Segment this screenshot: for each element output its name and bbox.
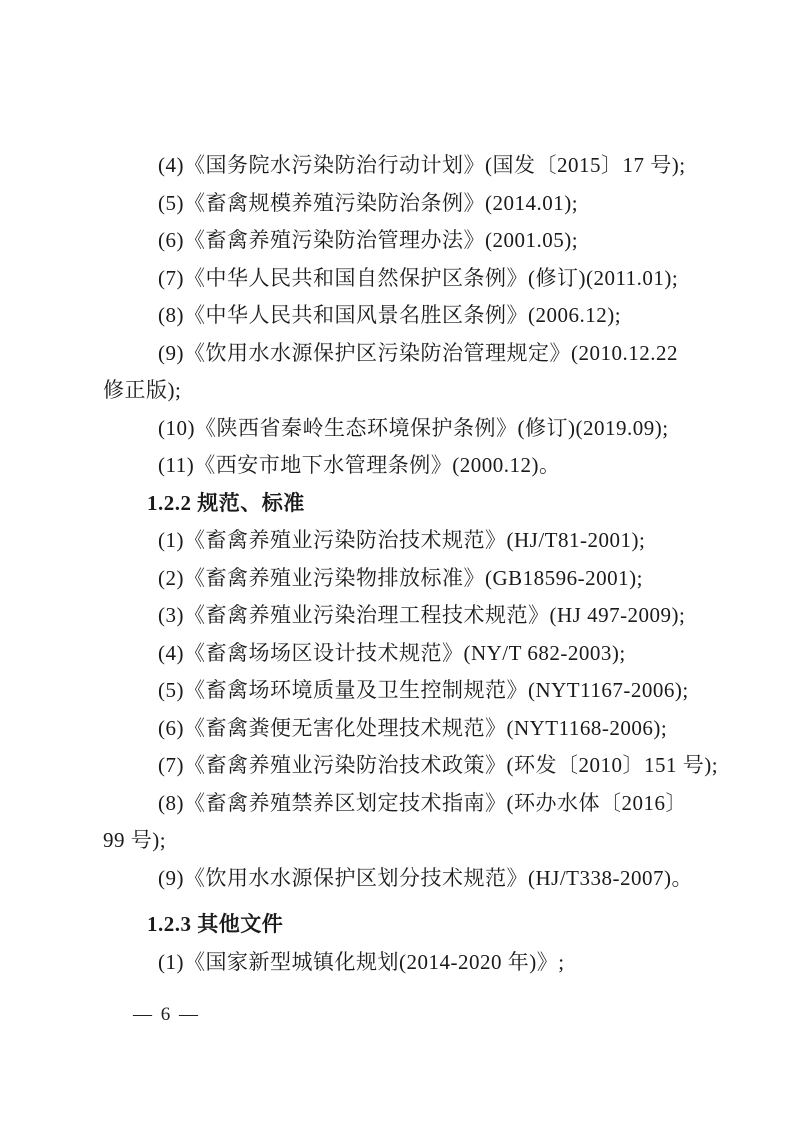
document-line: (8)《畜禽养殖禁养区划定技术指南》(环办水体〔2016〕 bbox=[158, 790, 687, 815]
document-line: (4)《国务院水污染防治行动计划》(国发〔2015〕17 号); bbox=[158, 153, 686, 177]
section-heading: 1.2.2 规范、标准 bbox=[147, 490, 305, 515]
document-line: (5)《畜禽规模养殖污染防治条例》(2014.01); bbox=[158, 190, 579, 215]
document-line: (1)《畜禽养殖业污染防治技术规范》(HJ/T81-2001); bbox=[158, 528, 646, 552]
document-line: (3)《畜禽养殖业污染治理工程技术规范》(HJ 497-2009); bbox=[158, 603, 686, 627]
document-line: (1)《国家新型城镇化规划(2014-2020 年)》; bbox=[158, 949, 565, 974]
document-line: (6)《畜禽粪便无害化处理技术规范》(NYT1168-2006); bbox=[158, 715, 668, 740]
document-line: (9)《饮用水水源保护区划分技术规范》(HJ/T338-2007)。 bbox=[158, 865, 693, 890]
document-line: (8)《中华人民共和国风景名胜区条例》(2006.12); bbox=[158, 303, 622, 327]
document-line: (5)《畜禽场环境质量及卫生控制规范》(NYT1167-2006); bbox=[158, 678, 689, 702]
document-body bbox=[103, 147, 719, 981]
document-line: (10)《陕西省秦岭生态环境保护条例》(修订)(2019.09); bbox=[158, 415, 669, 440]
document-line: (7)《中华人民共和国自然保护区条例》(修订)(2011.01); bbox=[158, 265, 679, 290]
document-line: (9)《饮用水水源保护区污染防治管理规定》(2010.12.22 bbox=[158, 340, 678, 365]
document-line: 99 号); bbox=[103, 828, 167, 852]
document-line: (6)《畜禽养殖污染防治管理办法》(2001.05); bbox=[158, 228, 579, 252]
section-heading: 1.2.3 其他文件 bbox=[147, 912, 284, 936]
document-line: (4)《畜禽场场区设计技术规范》(NY/T 682-2003); bbox=[158, 640, 626, 665]
document-line: (7)《畜禽养殖业污染防治技术政策》(环发〔2010〕151 号); bbox=[158, 753, 719, 777]
document-line: 修正版); bbox=[103, 378, 182, 402]
document-line: (11)《西安市地下水管理条例》(2000.12)。 bbox=[158, 453, 561, 477]
document-line: (2)《畜禽养殖业污染物排放标准》(GB18596-2001); bbox=[158, 565, 643, 590]
page-number: — 6 — bbox=[133, 1004, 200, 1025]
